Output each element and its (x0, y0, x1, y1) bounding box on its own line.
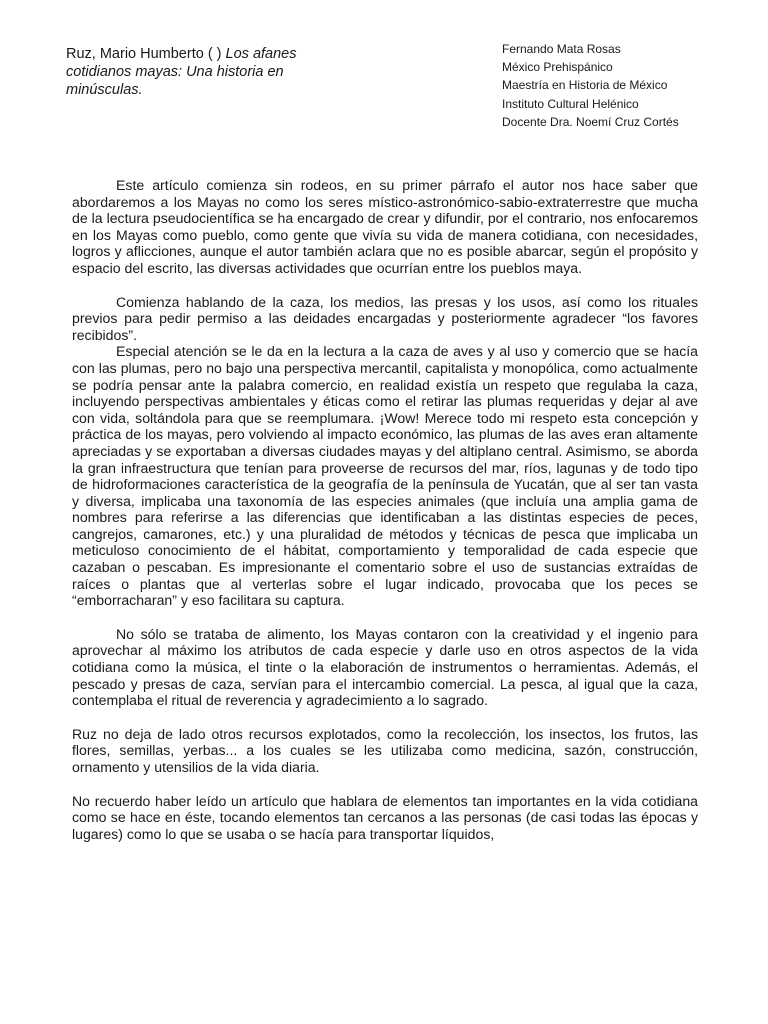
paragraph-3: Especial atención se le da en la lectura a la caza de aves y al uso y comercio que se hacía con las plumas, pero no bajo una perspectiva mercantil, capitalista y monopólica, como actualmente se podría pensar ante la palabra comercio, en realidad existía un respeto que regulaba la caza, incluyendo perspectivas ambientales y éticas como el retirar las plumas requeridas y dejar al ave con vida, soltándola para que se reemplumara. ¡Wow! Merece todo mi respeto esta concepción y práctica de los mayas, pero volviendo al impacto económico, las plumas de las aves eran altamente apreciadas y se exportaban a diversas ciudades mayas y del altiplano central. Asimismo, se aborda la gran infraestructura que tenían para proveerse de recursos del mar, ríos, lagunas y de todo tipo de hidroformaciones característica de la geografía de la península de Yucatán, que al ser tan vasta y diversa, implicaba una taxonomía de las especies animales (que incluía una amplia gama de nombres para referirse a las diferencias que identificaban a las distintas especies de peces, cangrejos, camarones, etc.) y una pluralidad de métodos y técnicas de pesca que implicaba un meticuloso conocimiento de el hábitat, comportamiento y temporalidad de cada especie que cazaban o pescaban. Es impresionante el comentario sobre el uso de sustancias extraídas de raíces o plantas que al verterlas sobre el lugar indicado, provocaba que los peces se “emborracharan” y eso facilitara su captura. (72, 343, 698, 609)
institution-name: Instituto Cultural Helénico (502, 96, 639, 111)
bibliographic-citation (66, 45, 306, 99)
author-info-block (502, 40, 752, 131)
paragraph-2: Comienza hablando de la caza, los medios, las presas y los usos, así como los rituales previos para pedir permiso a las deidades encargadas y posteriormente agradecer “los favores recibidos”. (72, 293, 698, 343)
paragraph-4: No sólo se trataba de alimento, los Mayas contaron con la creatividad y el ingenio para aprovechar al máximo los atributos de cada especie y darle uso en otros aspectos de la vida cotidiana como la música, el tinte o la elaboración de instrumentos o herramientas. Además, el pescado y presas de caza, servían para el intercambio comercial. La pesca, al igual que la caza, contemplaba el ritual de reverencia y agradecimiento a lo sagrado. (72, 625, 698, 709)
essay-body (72, 177, 698, 859)
paragraph-1: Este artículo comienza sin rodeos, en su primer párrafo el autor nos hace saber que abordaremos a los Mayas no como los seres místico-astronómico-sabio-extraterrestre que mucha de la lectura pseudocientífica se ha encargado de crear y difundir, por el contrario, nos enfocaremos en los Mayas como pueblo, como gente que vivía su vida de manera cotidiana, con necesidades, logros y aflicciones, aunque el autor también aclara que no es posible abarcar, según el propósito y espacio del escrito, las diversas actividades que ocurrían entre los pueblos maya. (72, 177, 698, 276)
teacher-name: Docente Dra. Noemí Cruz Cortés (502, 114, 679, 129)
author-name: Fernando Mata Rosas (502, 42, 621, 56)
paragraph-5: Ruz no deja de lado otros recursos explotados, como la recolección, los insectos, los frutos, las flores, semillas, yerbas... a los cuales se les utilizaba como medicina, sazón, construcción, ornamento y utensilios de la vida diaria. (72, 725, 698, 775)
citation-title: Los afanes cotidianos mayas: Una historia en minúsculas. (66, 46, 297, 98)
citation-author: Ruz, Mario Humberto ( ) (66, 46, 226, 62)
program-name: Maestría en Historia de México (502, 78, 668, 93)
course-name: México Prehispánico (502, 60, 613, 75)
paragraph-6: No recuerdo haber leído un artículo que hablara de elementos tan importantes en la vida cotidiana como se hace en éste, tocando elementos tan cercanos a las personas (de casi todas las épocas y lugares) como lo que se usaba o se hacía para transportar líquidos, (72, 792, 698, 842)
